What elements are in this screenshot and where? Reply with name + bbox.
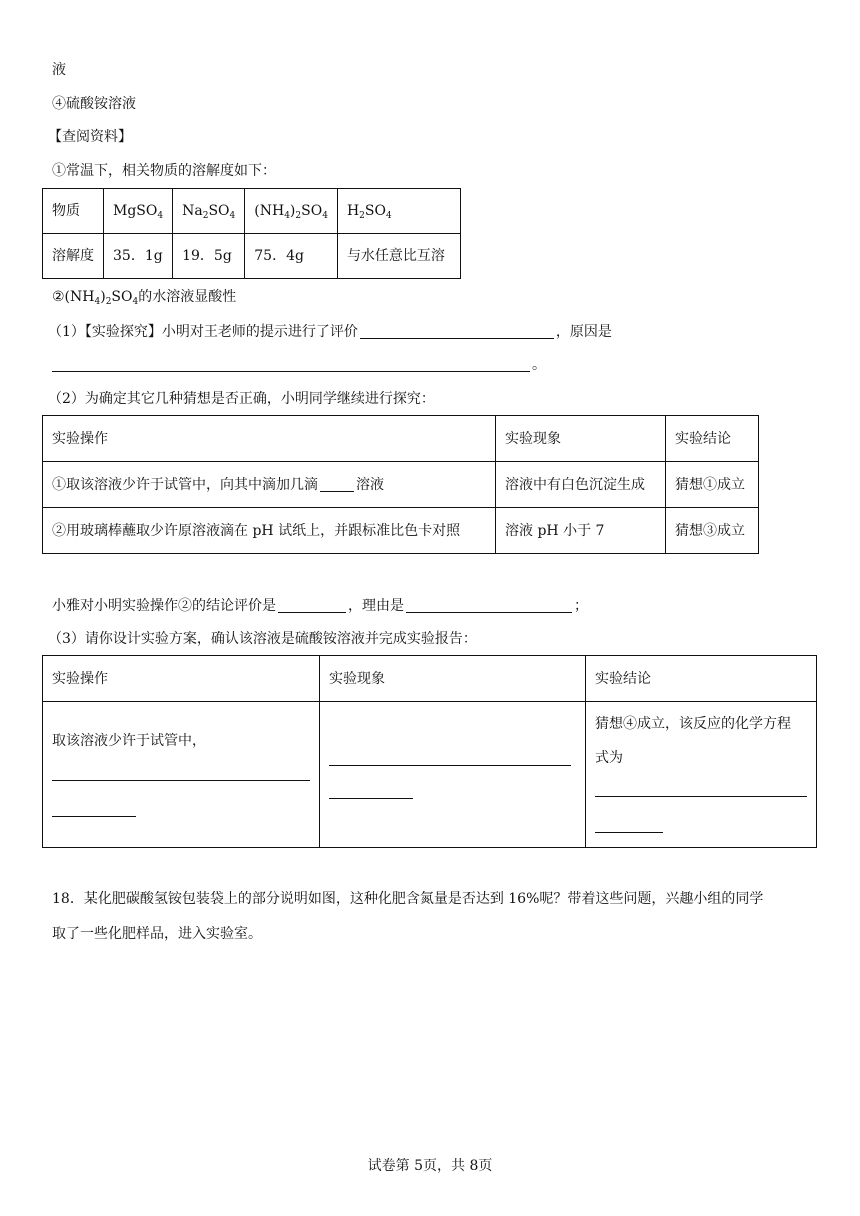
table-row xyxy=(43,462,759,508)
answer-blank[interactable] xyxy=(278,598,346,613)
question-1: （1）【实验探究】小明对王老师的提示进行了评价 ，原因是 xyxy=(48,324,612,340)
answer-blank[interactable] xyxy=(595,795,807,797)
question-3: （3）请你设计实验方案，确认该溶液是硫酸铵溶液并完成实验报告： xyxy=(48,631,477,647)
page-footer: 试卷第 5页，共 8页 xyxy=(367,1158,493,1174)
question-18-line2: 取了一些化肥样品，进入实验室。 xyxy=(52,926,262,942)
solubility-value: 与水任意比互溶 xyxy=(337,234,460,279)
table-row xyxy=(43,508,759,554)
header-conclusion: 实验结论 xyxy=(666,416,759,462)
conclusion-text: 式为 xyxy=(595,749,623,766)
substance-cell: $H_2SO_4$ xyxy=(337,189,460,234)
reference-2: $②(NH_4)_2SO_4$的水溶液显酸性 xyxy=(52,289,237,307)
answer-blank[interactable] xyxy=(595,831,663,833)
conclusion-cell: 猜想③成立 xyxy=(666,508,759,554)
phenomenon-cell: 溶液 pH 小于 7 xyxy=(496,508,666,554)
question-18-line1: 18．某化肥碳酸氢铵包装袋上的部分说明如图，这种化肥含氮量是否达到 16%呢？带着这些问题，兴趣小组的同学 xyxy=(52,891,764,907)
substance-cell: MgSO$_4$ xyxy=(104,189,173,234)
operation-text: 取该溶液少许于试管中， xyxy=(52,733,206,749)
answer-blank[interactable] xyxy=(52,815,136,817)
answer-blank[interactable] xyxy=(406,598,572,613)
conclusion-cell xyxy=(586,702,817,848)
header-conclusion: 实验结论 xyxy=(586,656,817,702)
table-row xyxy=(43,702,817,848)
operation-cell xyxy=(43,702,320,848)
phenomenon-cell: 溶液中有白色沉淀生成 xyxy=(496,462,666,508)
row-label: 物质 xyxy=(43,189,104,234)
header-phenomenon: 实验现象 xyxy=(496,416,666,462)
header-operation: 实验操作 xyxy=(43,416,496,462)
table-header-row xyxy=(43,656,817,702)
conclusion-cell: 猜想①成立 xyxy=(666,462,759,508)
answer-blank[interactable] xyxy=(360,324,554,339)
substance-cell: $(NH_4)_2SO_4$ xyxy=(245,189,338,234)
text-continuation: 液 xyxy=(52,62,66,78)
question-1-cont: 。 xyxy=(52,357,546,372)
substance-row xyxy=(43,189,461,234)
answer-blank[interactable] xyxy=(52,779,310,781)
operation-cell: ①取该溶液少许于试管中，向其中滴加几滴 溶液 xyxy=(43,462,496,508)
experiment-table-2 xyxy=(42,415,759,554)
table-header-row xyxy=(43,416,759,462)
evaluation-line: 小雅对小明实验操作②的结论评价是 ，理由是 ； xyxy=(52,598,588,614)
reference-heading: 【查阅资料】 xyxy=(48,129,132,145)
solubility-table xyxy=(42,188,461,279)
solubility-row xyxy=(43,234,461,279)
answer-blank[interactable] xyxy=(52,357,530,372)
experiment-table-3 xyxy=(42,655,817,848)
operation-cell: ②用玻璃棒蘸取少许原溶液滴在 pH 试纸上，并跟标准比色卡对照 xyxy=(43,508,496,554)
row-label: 溶解度 xyxy=(43,234,104,279)
header-operation: 实验操作 xyxy=(43,656,320,702)
solubility-value: 35．1g xyxy=(104,234,173,279)
reference-1: ①常温下，相关物质的溶解度如下： xyxy=(52,163,276,179)
solubility-value: 19．5g xyxy=(173,234,245,279)
answer-blank[interactable] xyxy=(329,764,571,766)
solubility-value: 75．4g xyxy=(245,234,338,279)
header-phenomenon: 实验现象 xyxy=(320,656,586,702)
phenomenon-cell xyxy=(320,702,586,848)
answer-blank[interactable] xyxy=(329,797,413,799)
guess-4: ④硫酸铵溶液 xyxy=(52,96,136,112)
substance-cell: $Na_2SO_4$ xyxy=(173,189,245,234)
conclusion-text: 猜想④成立，该反应的化学方程 xyxy=(595,715,791,732)
question-2: （2）为确定其它几种猜想是否正确，小明同学继续进行探究： xyxy=(48,391,435,407)
answer-blank[interactable] xyxy=(320,477,354,492)
